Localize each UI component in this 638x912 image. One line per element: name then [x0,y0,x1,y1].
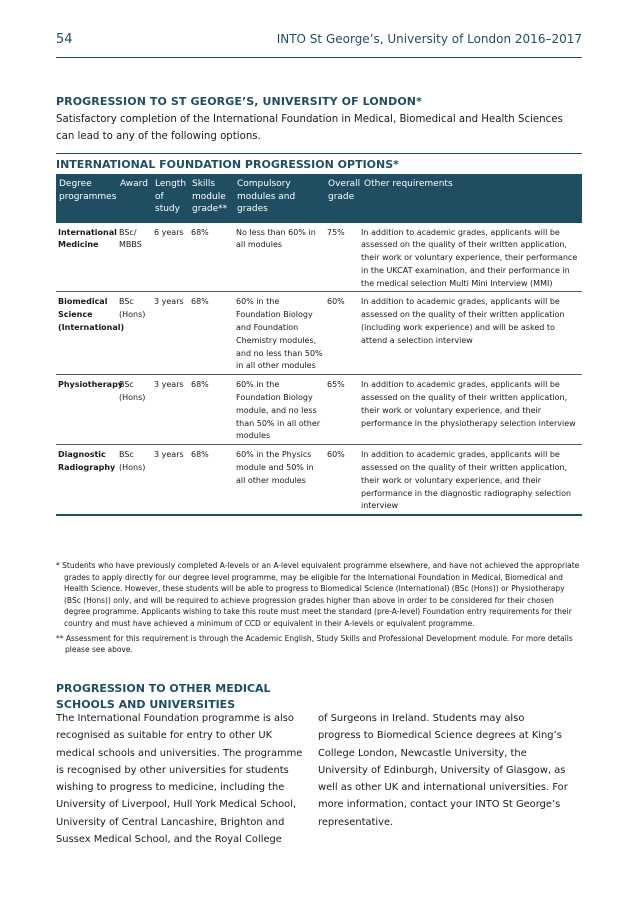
running-title: INTO St George’s, University of London 2016–2017 [276,32,582,46]
cell-programme: International Medicine [58,227,117,250]
cell-compulsory: 60% in the Foundation Biology and Foundation Chemistry modules, and no less than 50% in all other modules [236,297,323,371]
cell-award: BSc (Hons) [119,450,146,473]
other-universities-heading: PROGRESSION TO OTHER MEDICAL SCHOOLS AND UNIVERSITIES [56,682,271,711]
cell-award: BSc (Hons) [119,297,146,320]
col-header-skills: Skills module grade** [189,174,234,223]
cell-skills: 68% [191,380,209,390]
progression-section [56,95,582,145]
footnotes [56,560,582,659]
page-number: 54 [56,32,73,47]
cell-other: In addition to academic grades, applicants will be assessed on the quality of their written application, their work or voluntary experience, their performance in the UKCAT examination, and their performance in the medical selection Multi Mini Interview (MMI) [361,227,578,288]
cell-programme: Biomedical Science (International) [58,297,125,333]
cell-programme: Physiotherapy [58,380,124,390]
cell-other: In addition to academic grades, applicants will be assessed on the quality of their written application, their work or voluntary experience, and their performance in the diagnostic radiography selection interview [361,450,572,511]
table-header-row [56,174,582,223]
col-header-award: Award [117,174,152,223]
cell-compulsory: No less than 60% in all modules [236,227,316,250]
cell-programme: Diagnostic Radiography [58,450,116,473]
other-universities-text-right: of Surgeons in Ireland. Students may also progress to Biomedical Science degrees at King’s College London, Newcastle University, the University of Edinburgh, University of Glasgow, as well as other UK and international universities. For more information, contact your INTO St George’s representative. [318,713,568,828]
cell-award: BSc (Hons) [119,380,146,403]
table-row [56,223,582,292]
col-header-other: Other requirements [361,174,582,223]
cell-length: 6 years [154,227,184,237]
other-universities-text-left: The International Foundation programme is also recognised as suitable for entry to other UK medical schools and universities. The programme is recognised by other universities for students wishing to progress to medicine, including the University of Liverpool, Hull York Medical School, University of Central Lancashire, Brighton and Sussex Medical School, and the Royal College [56,713,303,846]
cell-length: 3 years [154,297,184,307]
cell-compulsory: 60% in the Physics module and 50% in all other modules [236,450,314,485]
col-header-programme: Degree programmes [56,174,117,223]
footnote-double-asterisk: ** Assessment for this requirement is through the Academic English, Study Skills and Professional Development module. For more details please see above. [56,633,573,655]
cell-overall: 60% [327,297,345,307]
col-header-overall: Overall grade [325,174,361,223]
cell-overall: 75% [327,227,345,237]
progression-table [56,174,582,516]
cell-overall: 65% [327,380,345,390]
cell-length: 3 years [154,450,184,460]
cell-skills: 68% [191,450,209,460]
cell-award: BSc/ MBBS [119,227,142,250]
page-header [56,32,582,58]
col-header-compulsory: Compulsory modules and grades [234,174,325,223]
cell-length: 3 years [154,380,184,390]
footnote-single-asterisk: * Students who have previously completed A-levels or an A-level equivalent programme elsewhere, and have not achieved the appropriate grades to apply directly for our degree level programme, may be eligible for the International Foundation in Medical, Biomedical and Health Science. However, these students will be able to progress to Biomedical Science (International) (BSc (Hons)) or Physiotherapy (BSc (Hons)) only, and will be required to achieve progression grades higher than above in order to be considered for their chosen degree programme. Applicants wishing to take this route must meet the standard (pre-A-level) Foundation entry requirements for their country and must have achieved a minimum of CCD or equivalent in their A-levels or equivalent programme. [56,561,580,628]
cell-compulsory: 60% in the Foundation Biology module, and no less than 50% in all other modules [236,380,321,441]
cell-skills: 68% [191,297,209,307]
cell-other: In addition to academic grades, applicants will be assessed on the quality of their written application, their work or voluntary experience, and their performance in the physiotherapy selection interview [361,380,576,428]
table-row [56,445,582,515]
progression-heading: PROGRESSION TO ST GEORGE’S, UNIVERSITY OF LONDON* [56,95,422,108]
table-title: INTERNATIONAL FOUNDATION PROGRESSION OPTIONS* [56,153,582,174]
cell-overall: 60% [327,450,345,460]
col-header-length: Length of study [152,174,189,223]
cell-skills: 68% [191,227,209,237]
table-row [56,375,582,445]
progression-intro: Satisfactory completion of the International Foundation in Medical, Biomedical and Health Sciences can lead to any of the following options. [56,114,563,142]
table-row [56,292,582,375]
cell-other: In addition to academic grades, applicants will be assessed on the quality of their written application (including work experience) and will be asked to attend a selection interview [361,297,565,345]
